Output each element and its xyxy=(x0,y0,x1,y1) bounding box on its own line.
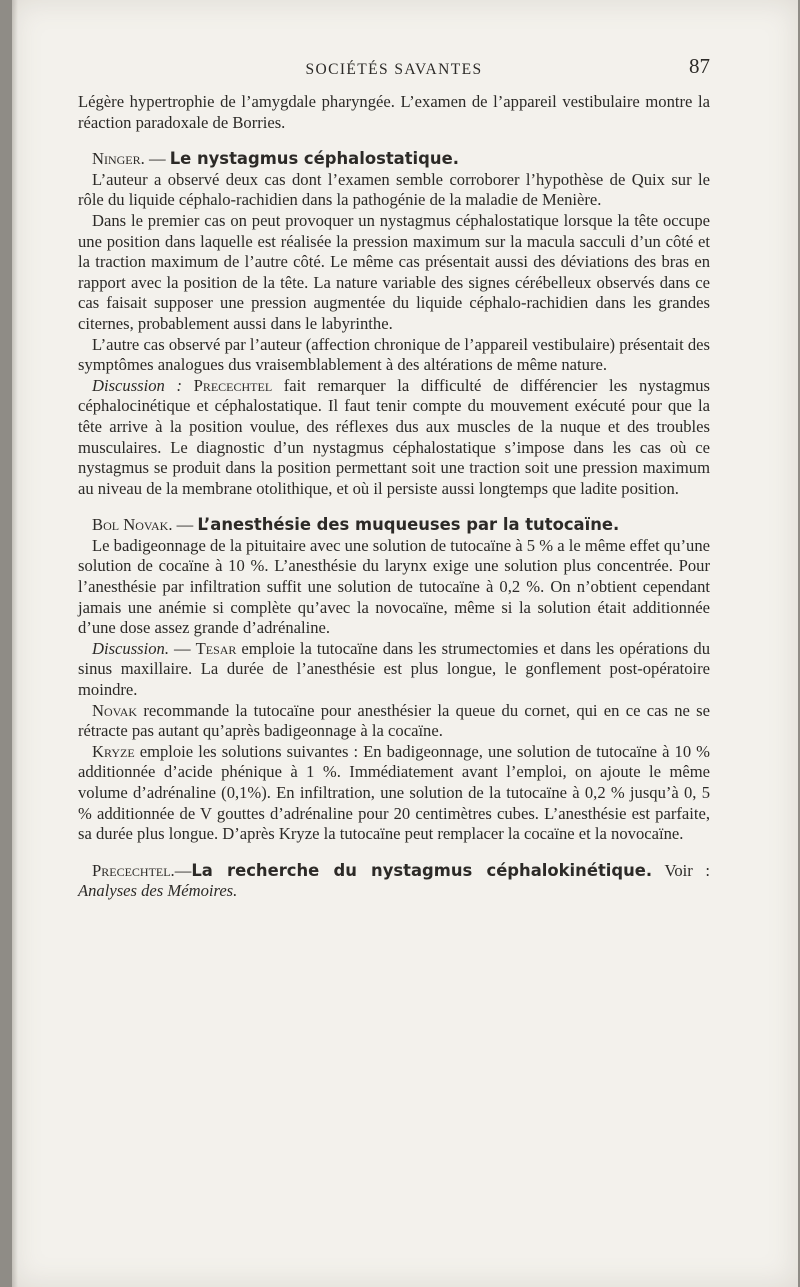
running-head: SOCIÉTÉS SAVANTES xyxy=(305,61,483,78)
heading-dash: — xyxy=(172,515,198,535)
page-text xyxy=(78,56,710,902)
reference-link-text: Analyses des Mémoires. xyxy=(78,881,238,901)
heading-dash: — xyxy=(174,860,192,880)
paragraph: Le badigeonnage de la pituitaire avec une solution de tutocaïne à 5 % a le même effet qu’une solution de cocaïne à 10 %. L’anesthésie du larynx exige une solution plus concentrée. Pour l’anesthésie par infiltration suffit une solution de tutocaïne à 0,2 %. On n’obtient cependant jamais une anémie si complète qu’avec la novocaïne, même si la solution était additionnée d’une dose assez grande d’adrénaline. xyxy=(78,535,710,638)
paragraph: Dans le premier cas on peut provoquer un nystagmus céphalostatique lorsque la tête occupe une position dans laquelle est réalisée la pression maximum sur la macula sacculi d’un côté et la traction maximum de l’autre côté. Le même cas présentait aussi des déviations des bras en rapport avec la position de la tête. La nature variable des signes cérébelleux observés dans ce cas faisait supposer une pression augmentée du liquide céphalo-rachidien dans les grandes citernes, probablement aussi dans le labyrinthe. xyxy=(78,210,710,333)
paragraph-text: emploie les solutions suivantes : En badigeonnage, une solution de tutocaïne à 10 % additionnée d’acide phénique à 1 %. Immédiatement avant l’emploi, on ajoute le même volume d’adrénaline (0,1%). En infiltration, une solution de la tutocaïne à 0,2 % jusqu’à 0, 5 % additionnée de V gouttes d’adrénaline pour 20 centimètres cubes. L’anesthésie est parfaite, sa durée plus longue. D’après Kryze la tutocaïne peut remplacer la cocaïne et la novocaïne. xyxy=(78,741,710,844)
reference-prefix: Voir : xyxy=(652,860,710,880)
discussion-paragraph xyxy=(78,639,710,701)
discussion-text: emploie la tutocaïne dans les strumectomies et dans les opérations du sinus maxillaire. La durée de l’anesthésie est plus longue, le gonflement post-opératoire moindre. xyxy=(78,638,710,700)
author-name: Ninger. xyxy=(92,149,145,169)
section-heading-precechtel xyxy=(78,861,710,902)
page-number: 87 xyxy=(689,54,710,78)
discussion-dash: — xyxy=(168,638,196,658)
section-heading-ninger xyxy=(78,149,710,170)
document-page xyxy=(12,0,798,1287)
intro-paragraph: Légère hypertrophie de l’amygdale pharyngée. L’examen de l’appareil vestibulaire montre la réaction paradoxale de Borries. xyxy=(78,92,710,132)
paragraph: L’auteur a observé deux cas dont l’examen semble corroborer l’hypothèse de Quix sur le rôle du liquide céphalo-rachidien dans la pathogénie de la maladie de Menière. xyxy=(78,169,710,210)
paragraph-text: recommande la tutocaïne pour anesthésier la queue du cornet, qui en ce cas ne se rétracte pas autant qu’après badigeonnage à la cocaïne. xyxy=(78,700,710,741)
paragraph xyxy=(78,742,710,845)
paragraph xyxy=(78,701,710,742)
discussant-name: Novak xyxy=(92,700,138,720)
section-title: L’anesthésie des muqueuses par la tutocaïne. xyxy=(197,515,620,535)
page-header xyxy=(78,56,710,80)
author-name: Precechtel. xyxy=(92,860,175,880)
section-title: La recherche du nystagmus céphalokinétique. xyxy=(191,860,653,880)
paragraph: L’autre cas observé par l’auteur (affection chronique de l’appareil vestibulaire) présentait des symptômes analogues dus vraisemblablement à des altérations de même nature. xyxy=(78,334,710,375)
discussion-label: Discussion : xyxy=(92,375,182,395)
discussant-name: Precechtel xyxy=(193,375,273,395)
section-title: Le nystagmus céphalostatique. xyxy=(169,149,459,169)
discussion-paragraph xyxy=(78,376,710,500)
discussion-text: fait remarquer la difficulté de différencier les nystagmus céphalocinétique et céphalostatique. Il faut tenir compte du mouvement exécuté pour que la tête arrive à la position voulue, des réflexes dus aux muscles de la nuque et des troubles musculaires. Le diagnostic d’un nystagmus céphalostatique s’impose dans les cas où ce nystagmus se produit dans la position permettant soit une traction soit une pression maximum au niveau de la membrane otolithique, et où il persiste aussi longtemps que ladite position. xyxy=(78,375,711,498)
discussion-label: Discussion. xyxy=(92,638,169,658)
heading-dash: — xyxy=(144,149,170,169)
author-name: Bol Novak. xyxy=(92,515,173,535)
discussant-name: Tesar xyxy=(195,638,237,658)
discussant-name: Kryze xyxy=(92,741,135,761)
section-heading-novak xyxy=(78,515,710,536)
